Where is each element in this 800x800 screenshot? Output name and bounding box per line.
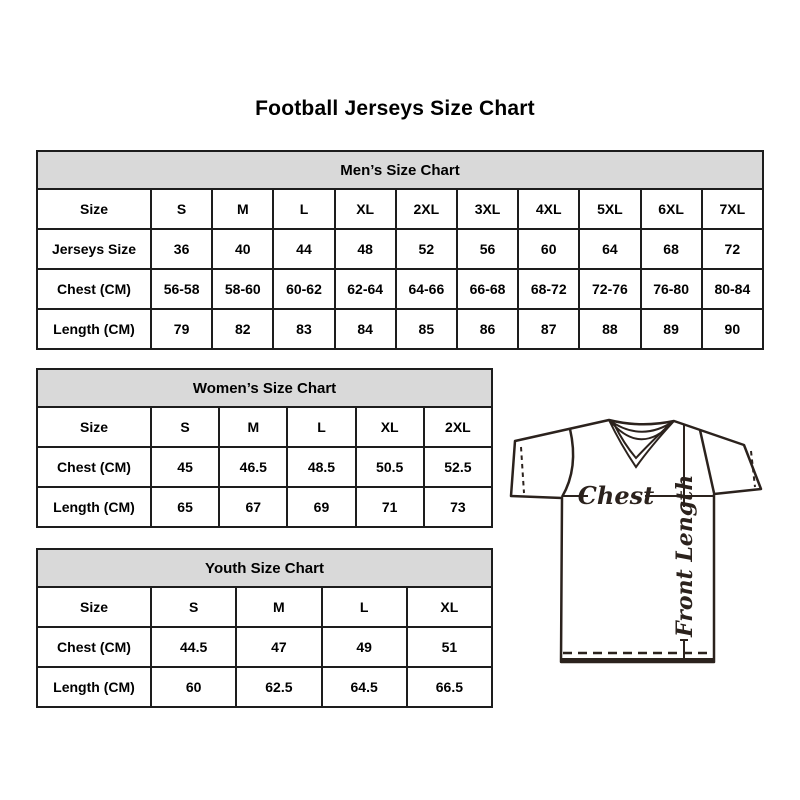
cell: 73 (424, 487, 492, 527)
cell: 64 (579, 229, 640, 269)
table-title-row (37, 369, 492, 407)
cell: 79 (151, 309, 212, 349)
cell: 68 (641, 229, 702, 269)
cell: 89 (641, 309, 702, 349)
col-header: 4XL (518, 189, 579, 229)
col-header: 5XL (579, 189, 640, 229)
cell: 62-64 (335, 269, 396, 309)
table-title: Women’s Size Chart (37, 369, 492, 407)
col-header: S (151, 587, 236, 627)
table-title-row (37, 151, 763, 189)
row-label: Chest (CM) (37, 269, 151, 309)
cell: 83 (273, 309, 334, 349)
cell: 56-58 (151, 269, 212, 309)
cell: 88 (579, 309, 640, 349)
cell: 58-60 (212, 269, 273, 309)
table-row (37, 447, 492, 487)
header-row (37, 407, 492, 447)
table-row (37, 487, 492, 527)
table-row (37, 229, 763, 269)
cell: 51 (407, 627, 492, 667)
col-header: M (219, 407, 287, 447)
cell: 48 (335, 229, 396, 269)
chest-label: Chest (577, 481, 655, 510)
table-row (37, 627, 492, 667)
cell: 80-84 (702, 269, 763, 309)
table-title-row (37, 549, 492, 587)
cell: 87 (518, 309, 579, 349)
cell: 86 (457, 309, 518, 349)
table-row (37, 309, 763, 349)
table-row (37, 667, 492, 707)
cell: 84 (335, 309, 396, 349)
cell: 56 (457, 229, 518, 269)
cell: 90 (702, 309, 763, 349)
col-header: XL (335, 189, 396, 229)
cell: 66.5 (407, 667, 492, 707)
col-header: S (151, 189, 212, 229)
cell: 60 (518, 229, 579, 269)
header-row (37, 587, 492, 627)
cell: 36 (151, 229, 212, 269)
cell: 44 (273, 229, 334, 269)
cell: 47 (236, 627, 321, 667)
cell: 45 (151, 447, 219, 487)
header-row (37, 189, 763, 229)
page-title: Football Jerseys Size Chart (255, 97, 535, 120)
cell: 52 (396, 229, 457, 269)
size-header: Size (37, 587, 151, 627)
size-header: Size (37, 407, 151, 447)
cell: 60 (151, 667, 236, 707)
table-row (37, 269, 763, 309)
cell: 64.5 (322, 667, 407, 707)
row-label: Length (CM) (37, 309, 151, 349)
cell: 68-72 (518, 269, 579, 309)
cell: 46.5 (219, 447, 287, 487)
cell: 85 (396, 309, 457, 349)
col-header: L (322, 587, 407, 627)
cell: 72-76 (579, 269, 640, 309)
youth-size-table (36, 548, 493, 708)
col-header: 6XL (641, 189, 702, 229)
row-label: Length (CM) (37, 487, 151, 527)
col-header: 7XL (702, 189, 763, 229)
jersey-measurement-diagram (500, 410, 775, 670)
mens-size-table (36, 150, 764, 350)
cell: 72 (702, 229, 763, 269)
table-title: Men’s Size Chart (37, 151, 763, 189)
cell: 71 (356, 487, 424, 527)
cell: 52.5 (424, 447, 492, 487)
table-title: Youth Size Chart (37, 549, 492, 587)
cell: 76-80 (641, 269, 702, 309)
col-header: XL (407, 587, 492, 627)
col-header: 2XL (396, 189, 457, 229)
cell: 69 (287, 487, 355, 527)
cell: 82 (212, 309, 273, 349)
row-label: Chest (CM) (37, 447, 151, 487)
row-label: Length (CM) (37, 667, 151, 707)
cell: 48.5 (287, 447, 355, 487)
col-header: M (236, 587, 321, 627)
col-header: L (273, 189, 334, 229)
row-label: Chest (CM) (37, 627, 151, 667)
cell: 60-62 (273, 269, 334, 309)
jersey-outline (511, 420, 761, 662)
cell: 67 (219, 487, 287, 527)
cell: 64-66 (396, 269, 457, 309)
col-header: 2XL (424, 407, 492, 447)
col-header: XL (356, 407, 424, 447)
cell: 49 (322, 627, 407, 667)
front-length-label: Front Length (672, 474, 698, 637)
womens-size-table (36, 368, 493, 528)
cell: 66-68 (457, 269, 518, 309)
cell: 62.5 (236, 667, 321, 707)
cell: 44.5 (151, 627, 236, 667)
col-header: 3XL (457, 189, 518, 229)
cell: 65 (151, 487, 219, 527)
cell: 40 (212, 229, 273, 269)
col-header: L (287, 407, 355, 447)
size-header: Size (37, 189, 151, 229)
row-label: Jerseys Size (37, 229, 151, 269)
col-header: S (151, 407, 219, 447)
col-header: M (212, 189, 273, 229)
cell: 50.5 (356, 447, 424, 487)
